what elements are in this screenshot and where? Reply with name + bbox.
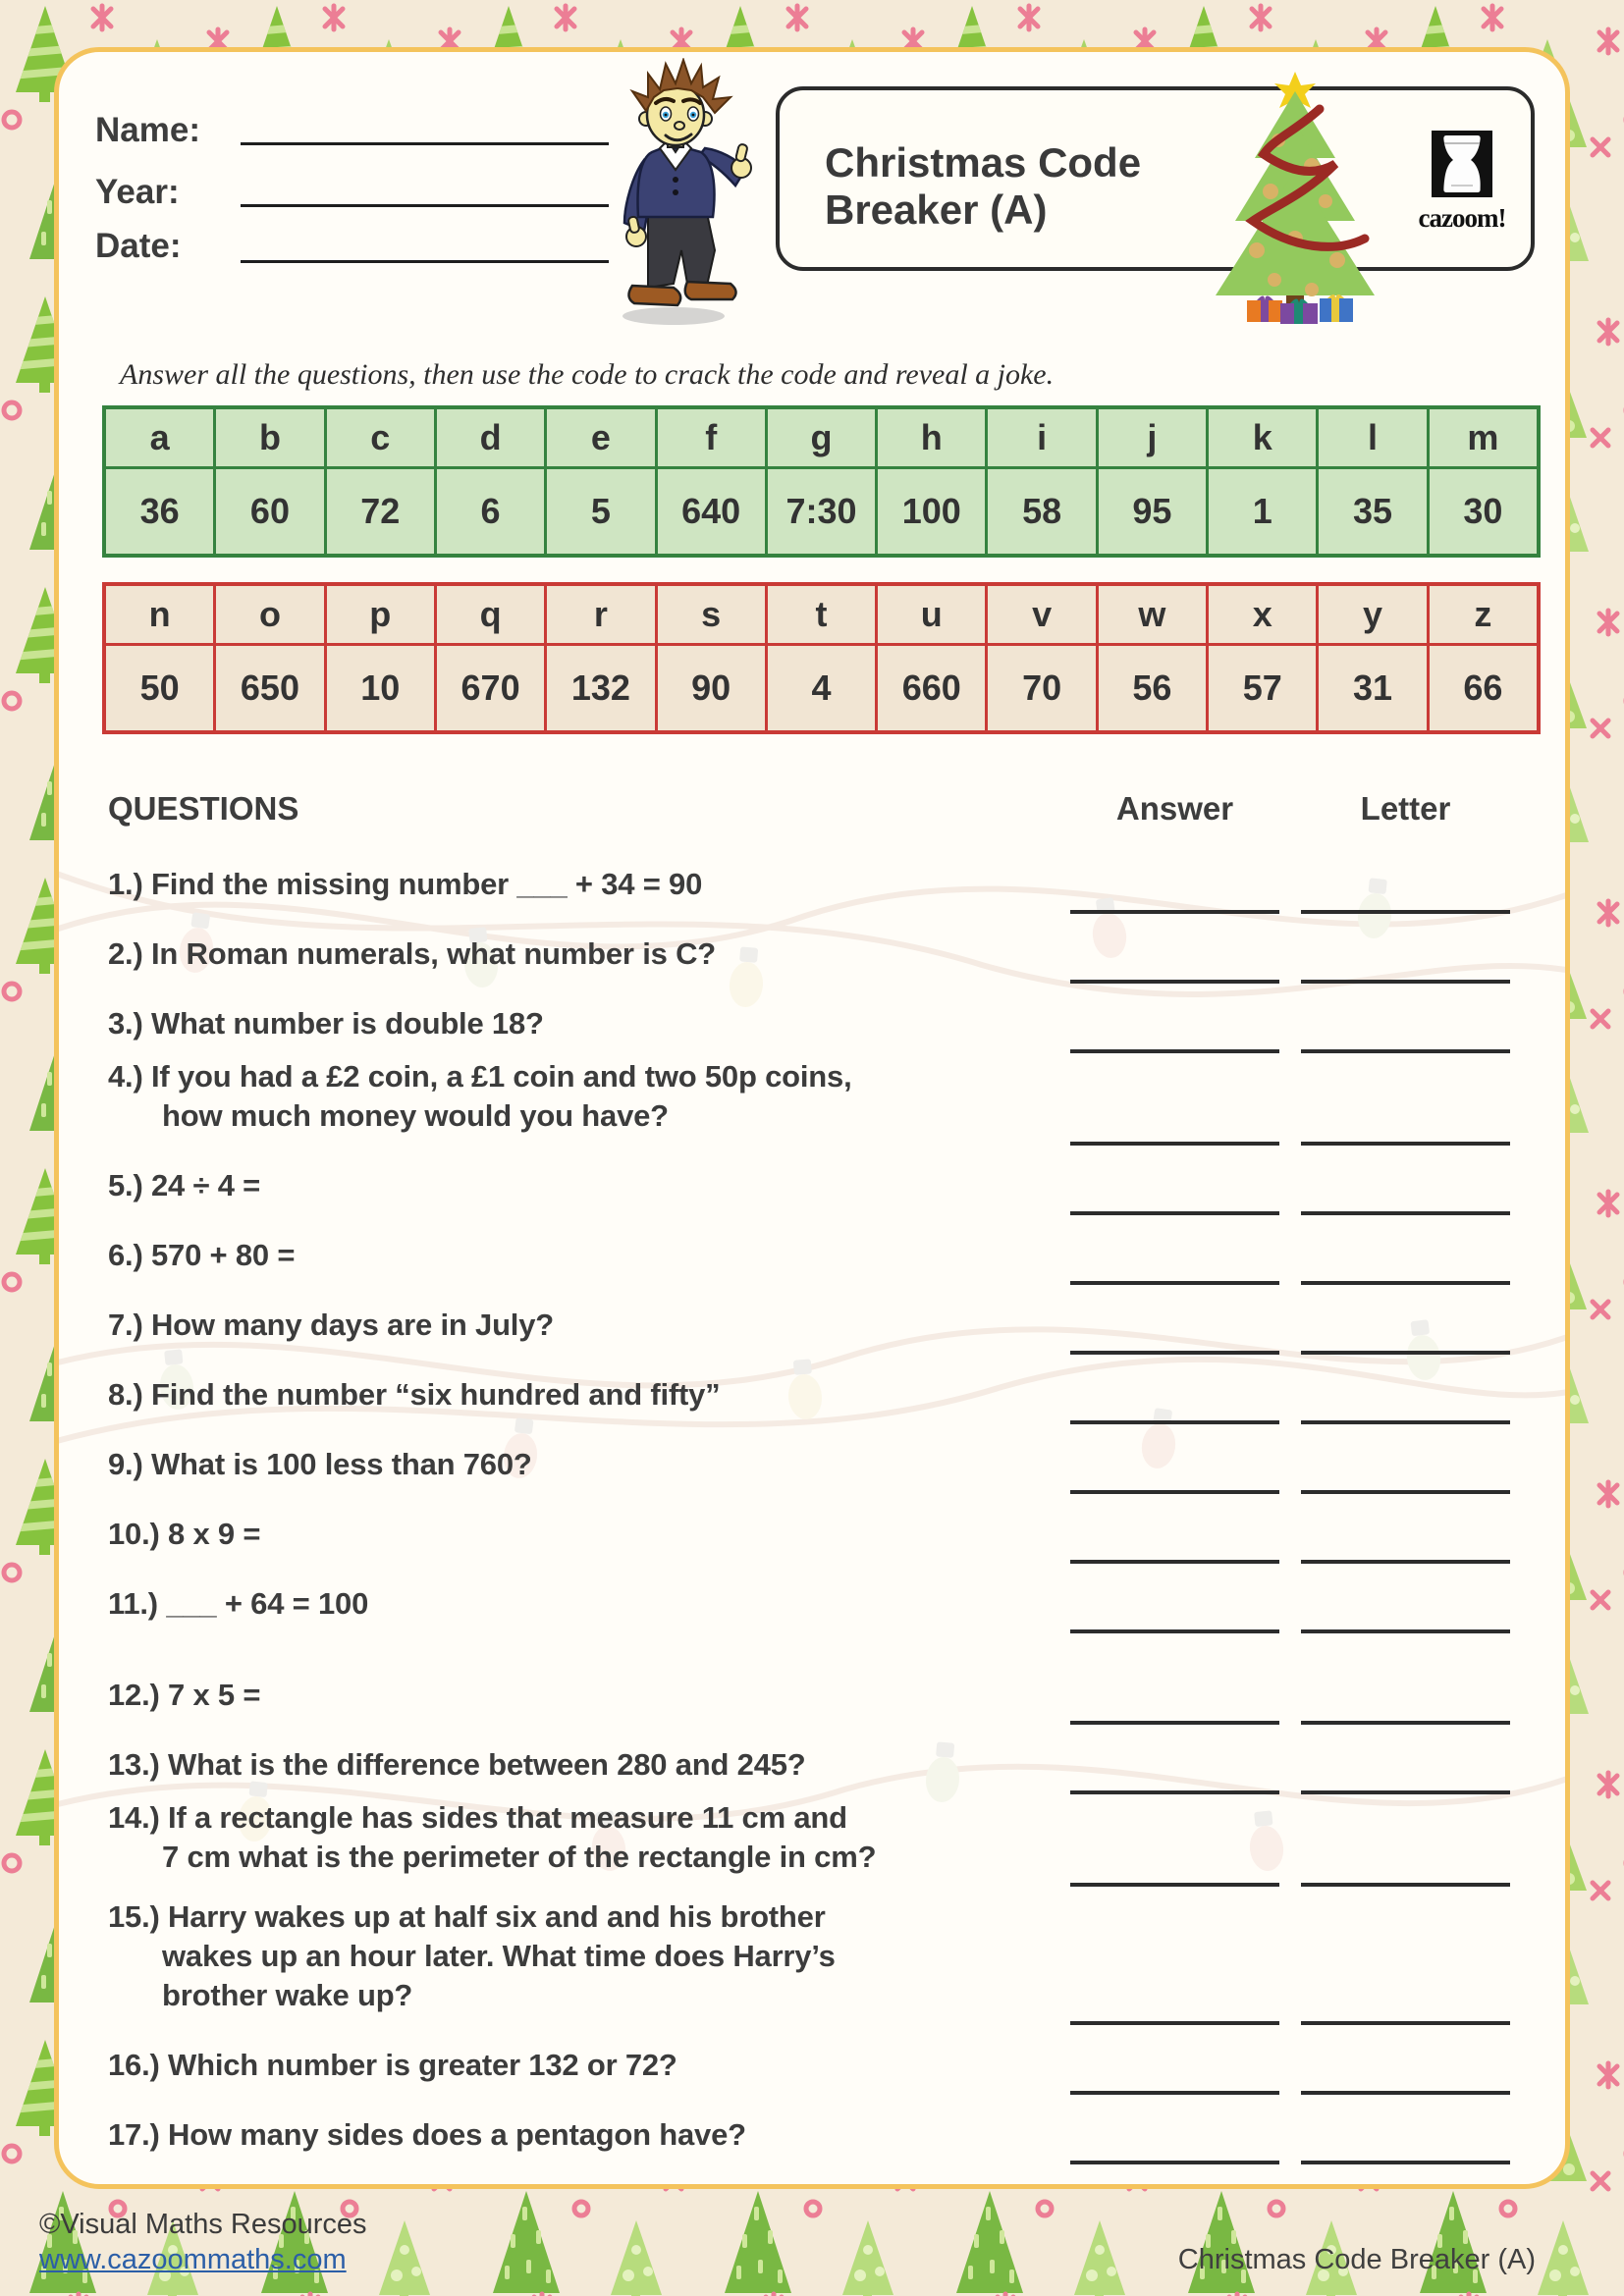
code-letter-cell: h (878, 409, 985, 466)
code-value-cell: 100 (878, 469, 985, 554)
copyright-text: ©Visual Maths Resources (39, 2209, 367, 2240)
code-letter-cell: r (547, 586, 654, 643)
code-value-cell: 35 (1319, 469, 1426, 554)
code-value-cell: 50 (106, 646, 213, 730)
code-letter-cell: k (1209, 409, 1316, 466)
code-table-n-z (102, 582, 1541, 734)
question-text: 11.) ___ + 64 = 100 (108, 1586, 369, 1621)
question-row (108, 934, 1510, 974)
questions-column-headers (108, 790, 1510, 828)
title-line1: Christmas Code (825, 139, 1142, 186)
question-row (108, 865, 1510, 904)
footer-worksheet-title: Christmas Code Breaker (A) (1177, 2244, 1536, 2275)
code-value-cell: 132 (547, 646, 654, 730)
code-value-cell: 57 (1209, 646, 1316, 730)
cartoon-boy-mascot (597, 58, 754, 328)
code-letter-cell: x (1209, 586, 1316, 643)
name-label: Name: (95, 111, 200, 149)
code-value-cell: 70 (988, 646, 1095, 730)
answer-line[interactable] (1070, 1790, 1279, 1794)
worksheet-card (54, 47, 1570, 2189)
answer-line[interactable] (1070, 1142, 1279, 1146)
code-letter-cell: d (437, 409, 544, 466)
code-value-cell: 31 (1319, 646, 1426, 730)
code-value-cell: 5 (547, 469, 654, 554)
letter-line[interactable] (1301, 1142, 1510, 1146)
answer-line[interactable] (1070, 1629, 1279, 1633)
code-letter-cell: u (878, 586, 985, 643)
code-value-cell: 660 (878, 646, 985, 730)
answer-line[interactable] (1070, 910, 1279, 914)
code-letter-cell: e (547, 409, 654, 466)
answer-line[interactable] (1070, 1721, 1279, 1725)
code-letter-cell: p (327, 586, 434, 643)
letter-line[interactable] (1301, 2021, 1510, 2025)
code-value-cell: 30 (1430, 469, 1537, 554)
cazoom-logo-text: cazoom! (1418, 203, 1506, 233)
question-row (108, 2115, 1510, 2155)
letter-line[interactable] (1301, 1721, 1510, 1725)
letter-line[interactable] (1301, 1211, 1510, 1215)
code-letter-cell: v (988, 586, 1095, 643)
letter-line[interactable] (1301, 1883, 1510, 1887)
question-text: 13.) What is the difference between 280 and 245? (108, 1747, 806, 1782)
question-text: 16.) Which number is greater 132 or 72? (108, 2048, 677, 2082)
answer-line[interactable] (1070, 980, 1279, 984)
question-row (108, 1445, 1510, 1484)
question-row (108, 1798, 1510, 1877)
code-letter-cell: m (1430, 409, 1537, 466)
answer-column-header: Answer (1115, 790, 1234, 827)
question-text: 7.) How many days are in July? (108, 1308, 554, 1342)
code-value-cell: 6 (437, 469, 544, 554)
title-line2: Breaker (A) (825, 187, 1048, 233)
answer-line[interactable] (1070, 2091, 1279, 2095)
question-text: 5.) 24 ÷ 4 = (108, 1168, 261, 1202)
question-text: 3.) What number is double 18? (108, 1006, 544, 1041)
code-value-cell: 58 (988, 469, 1095, 554)
code-value-cell: 56 (1099, 646, 1206, 730)
cazoommaths-link[interactable]: www.cazoommaths.com (39, 2244, 347, 2275)
code-letter-cell: a (106, 409, 213, 466)
instruction-text: Answer all the questions, then use the code to crack the code and reveal a joke. (120, 358, 1055, 391)
letter-line[interactable] (1301, 1281, 1510, 1285)
questions-header: QUESTIONS (108, 790, 299, 827)
question-row (108, 1236, 1510, 1275)
code-value-cell: 72 (327, 469, 434, 554)
code-letter-cell: b (216, 409, 323, 466)
letter-line[interactable] (1301, 910, 1510, 914)
letter-line[interactable] (1301, 1049, 1510, 1053)
cazoom-logo (1402, 131, 1522, 231)
code-value-cell: 7:30 (768, 469, 875, 554)
code-value-cell: 10 (327, 646, 434, 730)
code-value-cell: 1 (1209, 469, 1316, 554)
code-letter-cell: o (216, 586, 323, 643)
code-value-cell: 4 (768, 646, 875, 730)
question-text: 10.) 8 x 9 = (108, 1517, 261, 1551)
name-input-line[interactable] (241, 142, 609, 145)
code-letter-cell: w (1099, 586, 1206, 643)
question-text: 4.) If you had a £2 coin, a £1 coin and two 50p coins, how much money would you have? (108, 1059, 852, 1133)
letter-line[interactable] (1301, 1351, 1510, 1355)
djembe-drum-icon (1432, 131, 1492, 197)
year-label: Year: (95, 173, 180, 211)
code-letter-cell: j (1099, 409, 1206, 466)
answer-line[interactable] (1070, 2021, 1279, 2025)
question-row (108, 1004, 1510, 1043)
letter-line[interactable] (1301, 980, 1510, 984)
question-text: 6.) 570 + 80 = (108, 1238, 296, 1272)
code-letter-cell: q (437, 586, 544, 643)
letter-column-header: Letter (1360, 790, 1451, 827)
letter-line[interactable] (1301, 1560, 1510, 1564)
answer-line[interactable] (1070, 1351, 1279, 1355)
letter-line[interactable] (1301, 1790, 1510, 1794)
code-table-a-m (102, 405, 1541, 558)
question-text: 8.) Find the number “six hundred and fifty” (108, 1377, 721, 1412)
question-row (108, 1584, 1510, 1624)
question-row (108, 1166, 1510, 1205)
question-row (108, 1057, 1510, 1136)
question-row (108, 1306, 1510, 1345)
answer-line[interactable] (1070, 1490, 1279, 1494)
code-letter-cell: n (106, 586, 213, 643)
question-row (108, 1897, 1510, 2015)
code-value-cell: 90 (658, 646, 765, 730)
code-letter-cell: i (988, 409, 1095, 466)
date-label: Date: (95, 227, 182, 265)
letter-line[interactable] (1301, 2161, 1510, 2164)
christmas-tree-graphic (1210, 72, 1381, 325)
code-value-cell: 670 (437, 646, 544, 730)
question-text: 15.) Harry wakes up at half six and and his brother wakes up an hour later. What time does Harry’s brother wake up? (108, 1899, 836, 2012)
question-text: 17.) How many sides does a pentagon have? (108, 2117, 746, 2152)
code-letter-cell: y (1319, 586, 1426, 643)
answer-line[interactable] (1070, 1883, 1279, 1887)
question-text: 1.) Find the missing number ___ + 34 = 90 (108, 867, 703, 901)
question-row (108, 1515, 1510, 1554)
letter-line[interactable] (1301, 2091, 1510, 2095)
code-letter-cell: t (768, 586, 875, 643)
code-letter-cell: z (1430, 586, 1537, 643)
code-value-cell: 640 (658, 469, 765, 554)
code-letter-cell: c (327, 409, 434, 466)
answer-line[interactable] (1070, 1049, 1279, 1053)
year-input-line[interactable] (241, 204, 609, 207)
code-value-cell: 66 (1430, 646, 1537, 730)
question-text: 9.) What is 100 less than 760? (108, 1447, 532, 1481)
letter-line[interactable] (1301, 1420, 1510, 1424)
code-letter-cell: l (1319, 409, 1426, 466)
answer-line[interactable] (1070, 1281, 1279, 1285)
letter-line[interactable] (1301, 1490, 1510, 1494)
worksheet-title (825, 139, 1141, 234)
letter-line[interactable] (1301, 1629, 1510, 1633)
code-value-cell: 650 (216, 646, 323, 730)
questions-list (108, 834, 1510, 2155)
question-row (108, 1375, 1510, 1415)
answer-line[interactable] (1070, 2161, 1279, 2164)
code-letter-cell: g (768, 409, 875, 466)
question-row (108, 1676, 1510, 1715)
answer-line[interactable] (1070, 1420, 1279, 1424)
question-text: 2.) In Roman numerals, what number is C? (108, 936, 716, 971)
code-value-cell: 36 (106, 469, 213, 554)
code-letter-cell: f (658, 409, 765, 466)
answer-line[interactable] (1070, 1560, 1279, 1564)
date-input-line[interactable] (241, 260, 609, 263)
question-row (108, 2046, 1510, 2085)
code-value-cell: 60 (216, 469, 323, 554)
code-value-cell: 95 (1099, 469, 1206, 554)
answer-line[interactable] (1070, 1211, 1279, 1215)
code-letter-cell: s (658, 586, 765, 643)
question-text: 12.) 7 x 5 = (108, 1678, 261, 1712)
question-text: 14.) If a rectangle has sides that measure 11 cm and 7 cm what is the perimeter of the rectangle in cm? (108, 1800, 877, 1874)
question-row (108, 1745, 1510, 1785)
